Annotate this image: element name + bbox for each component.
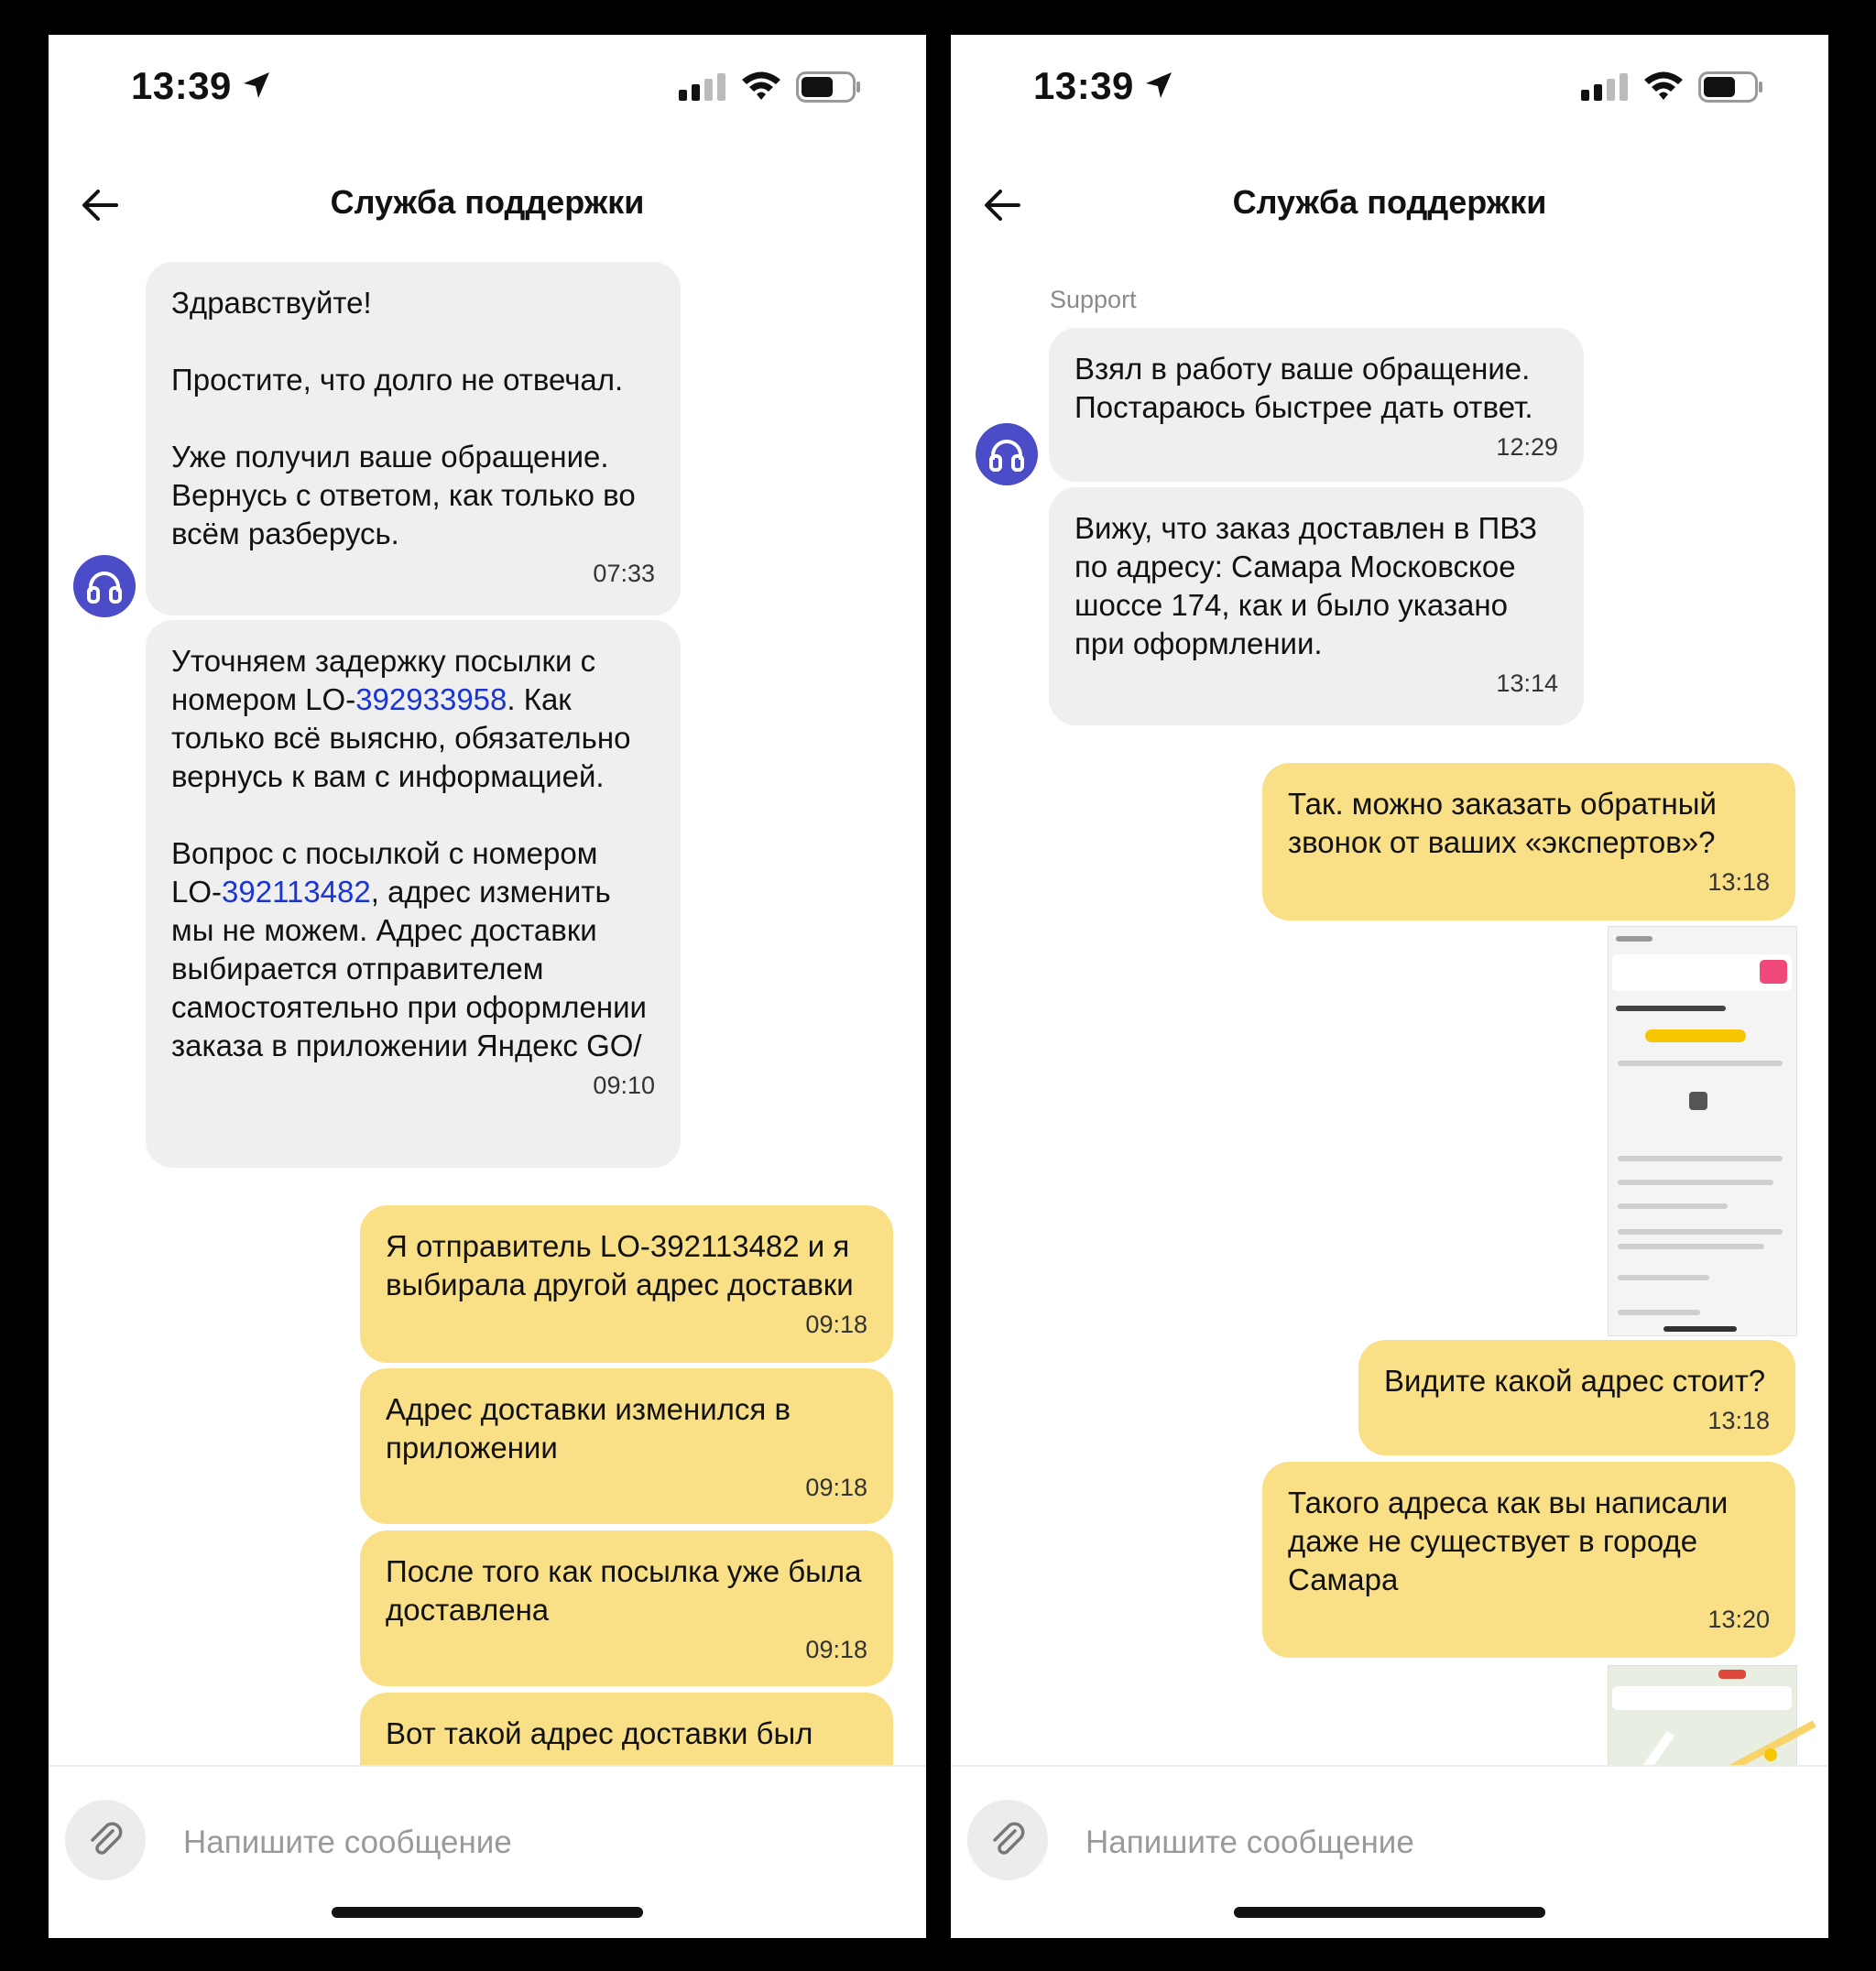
signal-icon — [679, 73, 728, 101]
image-content — [1618, 1244, 1764, 1249]
message-text: После того как посылка уже была доставлена — [386, 1554, 862, 1627]
chat-header — [49, 172, 926, 245]
status-time: 13:39 — [131, 64, 232, 107]
message-text: Такого адреса как вы написали даже не существует в городе Самара — [1288, 1486, 1729, 1596]
paperclip-icon — [85, 1820, 125, 1860]
image-content — [1612, 1686, 1792, 1710]
support-avatar — [976, 423, 1038, 485]
image-content — [1618, 1275, 1709, 1280]
wifi-icon — [740, 70, 782, 101]
image-content — [1616, 936, 1652, 942]
image-content — [1760, 960, 1787, 984]
chat-header — [951, 172, 1828, 245]
message-time: 13:20 — [1707, 1606, 1770, 1633]
message-text-part: Уточняем задержку посылки с номером LO- — [171, 644, 596, 716]
image-content — [1618, 1310, 1700, 1315]
image-content — [1618, 1229, 1783, 1235]
message-outgoing — [1358, 1340, 1795, 1455]
message-time: 09:18 — [805, 1636, 867, 1663]
phone-screen-left — [49, 35, 926, 1938]
message-time: 09:10 — [593, 1072, 655, 1099]
headphones-icon — [84, 566, 125, 606]
message-time: 12:29 — [1496, 433, 1558, 461]
message-text: Я отправитель LO-392113482 и я выбирала другой адрес доставки — [386, 1229, 854, 1301]
message-composer — [49, 1765, 926, 1938]
message-text: Взял в работу ваше обращение. Постараюсь быстрее дать ответ. — [1074, 352, 1533, 424]
status-time: 13:39 — [1033, 64, 1134, 107]
paperclip-icon — [987, 1820, 1028, 1860]
image-content — [1645, 1029, 1746, 1042]
message-text: Адрес доставки изменился в приложении — [386, 1392, 791, 1465]
home-indicator — [1234, 1907, 1545, 1918]
message-input[interactable] — [1084, 1814, 1729, 1871]
battery-icon — [796, 71, 862, 103]
message-text-part: , адрес изменить мы не можем. Адрес доставки выбирается отправителем самостоятельно при оформлении заказа в приложении Яндекс GO/ — [171, 875, 647, 1062]
status-bar — [951, 35, 1828, 136]
sender-label: Support — [1050, 286, 1137, 313]
message-outgoing — [360, 1368, 893, 1524]
message-list[interactable] — [951, 245, 1828, 1767]
wifi-icon — [1642, 70, 1685, 101]
headphones-icon — [987, 434, 1027, 474]
message-composer — [951, 1765, 1828, 1938]
message-list[interactable] — [49, 245, 926, 1767]
message-time: 13:18 — [1707, 1407, 1770, 1434]
image-content — [1618, 1061, 1783, 1066]
message-time: 13:18 — [1707, 868, 1770, 896]
location-arrow-icon — [241, 70, 272, 101]
message-time: 09:18 — [805, 1474, 867, 1501]
image-attachment[interactable] — [1608, 926, 1797, 1336]
message-text — [171, 642, 655, 1065]
battery-icon — [1698, 71, 1764, 103]
message-time: 13:14 — [1496, 670, 1558, 697]
phone-screen-right — [951, 35, 1828, 1938]
image-content — [1689, 1092, 1707, 1110]
home-indicator — [332, 1907, 643, 1918]
image-content — [1618, 1203, 1728, 1209]
message-text: Видите какой адрес стоит? — [1384, 1364, 1766, 1398]
page-title: Служба поддержки — [1232, 183, 1547, 221]
attach-button[interactable] — [967, 1800, 1048, 1880]
message-incoming — [1049, 328, 1584, 482]
message-outgoing — [360, 1205, 893, 1363]
message-text: Здравствуйте! Простите, что долго не отвечал. Уже получил ваше обращение. Вернусь с ответом, как только во всём разберусь. — [171, 286, 636, 550]
support-avatar — [73, 555, 136, 617]
message-text: Так. можно заказать обратный звонок от ваших «экспертов»? — [1288, 787, 1717, 859]
message-incoming — [146, 620, 681, 1168]
message-time: 07:33 — [593, 560, 655, 587]
message-outgoing — [1262, 1462, 1795, 1658]
message-incoming — [146, 262, 681, 615]
status-bar — [49, 35, 926, 136]
message-incoming — [1049, 487, 1584, 725]
message-text: Вот такой адрес доставки был — [386, 1716, 813, 1750]
message-time: 09:18 — [805, 1311, 867, 1338]
image-content — [1616, 1006, 1726, 1011]
message-input[interactable] — [181, 1814, 826, 1871]
page-title: Служба поддержки — [330, 183, 645, 221]
order-link[interactable]: 392933958 — [355, 682, 507, 716]
message-outgoing — [1262, 763, 1795, 920]
attach-button[interactable] — [65, 1800, 146, 1880]
image-content — [1764, 1748, 1777, 1761]
message-text: Вижу, что заказ доставлен в ПВЗ по адресу: Самара Московское шоссе 174, как и было указано при оформлении. — [1074, 511, 1538, 660]
order-link[interactable]: 392113482 — [222, 875, 371, 909]
message-outgoing — [360, 1530, 893, 1686]
message-text-part: . Как только всё выясню, обязательно вернусь к вам с информацией. Вопрос с посылкой с номером LO- — [171, 682, 631, 909]
signal-icon — [1581, 73, 1631, 101]
image-content — [1618, 1156, 1783, 1161]
image-content — [1618, 1180, 1773, 1185]
image-content — [1663, 1326, 1737, 1332]
image-content — [1718, 1670, 1746, 1679]
location-arrow-icon — [1143, 70, 1174, 101]
